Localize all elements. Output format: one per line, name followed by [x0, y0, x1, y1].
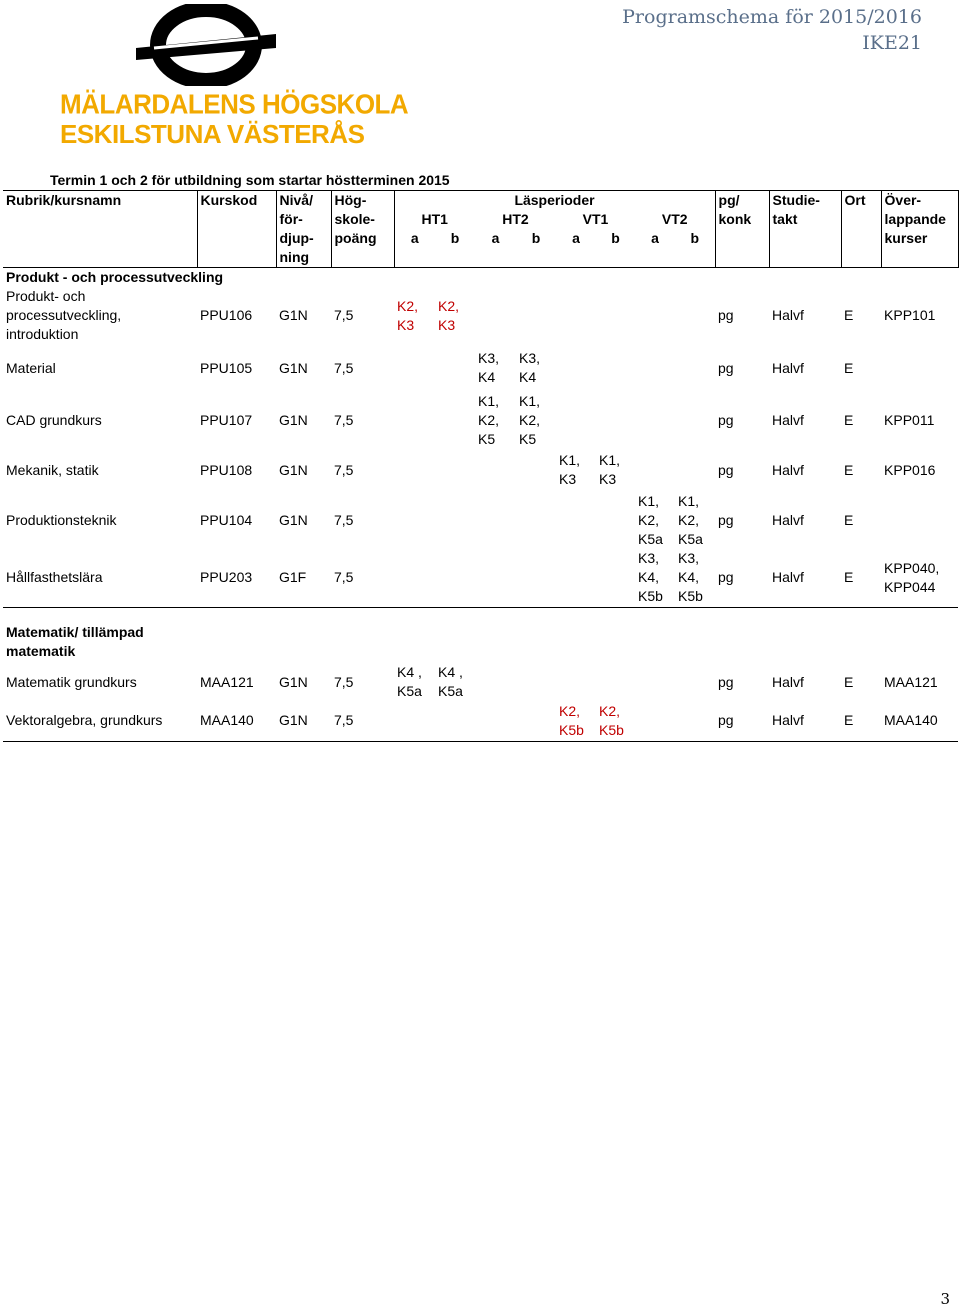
section-title-text: Matematik/ tillämpad matematik	[6, 624, 144, 659]
course-code: PPU108	[200, 461, 253, 478]
course-pg: pg	[718, 359, 734, 376]
course-code: PPU203	[197, 549, 276, 607]
course-name: Produktionsteknik	[6, 511, 117, 528]
course-credits: 7,5	[334, 511, 354, 528]
period-cell	[556, 344, 596, 392]
course-pace: Halvf	[769, 549, 841, 607]
period-cell	[596, 287, 635, 344]
period-cell	[675, 344, 715, 392]
col-pace-line-1: Studie-	[772, 192, 820, 208]
course-overlap	[881, 344, 958, 392]
col-overlap-line-1: Över-	[884, 192, 922, 208]
period-cell	[635, 344, 675, 392]
col-pg-line-2: konk	[718, 211, 752, 227]
period-cell	[516, 663, 556, 701]
header-row	[3, 191, 958, 211]
section-row	[3, 607, 958, 663]
period-cell	[596, 491, 635, 549]
period-cell	[435, 701, 475, 741]
course-name: Material	[6, 359, 56, 376]
period-cell	[675, 392, 715, 449]
course-pace: Halvf	[772, 412, 804, 428]
period-cell	[635, 287, 675, 344]
table-caption: Termin 1 och 2 för utbildning som startar höstterminen 2015	[50, 172, 450, 188]
course-pg: pg	[715, 549, 769, 607]
col-periods-header: Läsperioder	[394, 191, 715, 211]
period-cell: K4 , K5a	[397, 664, 422, 699]
col-pace-line-2: takt	[772, 211, 798, 227]
col-pace-header	[769, 191, 841, 268]
course-level: G1N	[279, 307, 308, 323]
table-row	[3, 344, 958, 392]
period-cell	[675, 701, 715, 741]
period-cell	[394, 449, 435, 491]
logo-line-2: ESKILSTUNA VÄSTERÅS	[60, 119, 365, 149]
period-cell	[596, 392, 635, 449]
sub-ht1-a: a	[394, 229, 435, 268]
period-cell: K2, K5b	[556, 701, 596, 741]
period-cell	[435, 549, 475, 607]
course-place: E	[844, 412, 854, 428]
course-level: G1N	[279, 673, 308, 690]
course-credits: 7,5	[331, 701, 394, 741]
course-place: E	[844, 461, 854, 478]
university-logo	[60, 4, 409, 154]
course-level: G1F	[276, 549, 331, 607]
period-cell	[475, 549, 516, 607]
period-cell	[675, 663, 715, 701]
period-cell	[516, 549, 556, 607]
section-title: Produkt - och processutveckling	[3, 268, 958, 288]
period-cell	[475, 287, 516, 344]
col-name-header: Rubrik/kursnamn	[3, 191, 197, 268]
period-cell	[635, 392, 675, 449]
course-credits: 7,5	[334, 673, 354, 690]
course-place: E	[844, 511, 854, 528]
course-place: E	[844, 359, 854, 376]
course-overlap: KPP040, KPP044	[881, 549, 958, 607]
col-credits-line-1: Hög-	[334, 192, 367, 208]
course-level: G1N	[279, 359, 308, 376]
period-cell: K3, K4	[519, 350, 541, 385]
period-cell: K1, K2, K5a	[638, 492, 663, 547]
course-pace: Halvf	[772, 359, 804, 376]
period-cell	[394, 701, 435, 741]
period-cell	[394, 344, 435, 392]
course-pace: Halvf	[769, 701, 841, 741]
course-name: Produkt- och processutveckling, introduktion	[6, 288, 122, 342]
col-overlap-line-2: lappande	[884, 211, 946, 227]
course-pg: pg	[718, 412, 734, 428]
logo-line-1: MÄLARDALENS HÖGSKOLA	[60, 88, 409, 120]
course-code: PPU105	[200, 359, 253, 376]
course-level: G1N	[279, 511, 308, 528]
document-header	[622, 4, 922, 56]
course-pace: Halvf	[772, 461, 804, 478]
course-credits: 7,5	[334, 307, 354, 323]
period-cell: K4 , K5a	[438, 664, 463, 699]
period-cell	[596, 663, 635, 701]
sub-ht2-a: a	[491, 230, 500, 246]
page-number: 3	[940, 1290, 950, 1308]
course-code: MAA121	[200, 673, 254, 690]
period-cell: K1, K2, K5	[478, 393, 500, 447]
col-level-line-1: Nivå/	[279, 192, 313, 208]
course-level: G1N	[279, 412, 308, 428]
col-credits-line-3: poäng	[334, 230, 377, 246]
term-ht2: HT2	[502, 211, 529, 227]
course-pace: Halvf	[772, 511, 804, 528]
period-cell	[394, 549, 435, 607]
course-pg: pg	[718, 307, 734, 323]
period-cell	[675, 449, 715, 491]
col-level-line-4: ning	[279, 249, 310, 265]
period-cell: K1, K3	[599, 452, 621, 487]
course-place: E	[841, 549, 881, 607]
period-cell: K3, K4, K5b	[635, 549, 675, 607]
course-place: E	[844, 673, 854, 690]
period-cell: K1, K2, K5a	[678, 492, 703, 547]
period-cell	[435, 344, 475, 392]
course-overlap: MAA140	[881, 701, 958, 741]
period-cell	[516, 449, 556, 491]
table-row	[3, 449, 958, 491]
table-row	[3, 701, 958, 741]
table-row	[3, 549, 958, 607]
course-pace: Halvf	[772, 307, 804, 323]
period-cell	[516, 491, 556, 549]
table-row	[3, 392, 958, 449]
col-overlap-line-3: kurser	[884, 230, 928, 246]
table-row	[3, 287, 958, 344]
course-pg: pg	[718, 511, 734, 528]
col-level-line-3: djup-	[279, 230, 314, 246]
sub-vt1-a: a	[572, 230, 580, 246]
program-code: IKE21	[862, 32, 922, 54]
period-cell	[435, 449, 475, 491]
sub-vt2-b: b	[690, 230, 700, 246]
period-cell	[435, 392, 475, 449]
course-code: PPU106	[200, 307, 253, 323]
period-cell	[394, 491, 435, 549]
period-cell	[675, 287, 715, 344]
period-cell	[635, 449, 675, 491]
period-cell: K3, K4, K5b	[675, 549, 715, 607]
section-title	[3, 607, 958, 663]
course-level: G1N	[279, 461, 308, 478]
course-pace: Halvf	[772, 673, 804, 690]
period-cell: K2, K5b	[596, 701, 635, 741]
period-cell	[596, 344, 635, 392]
course-name: Vektoralgebra, grundkurs	[3, 701, 197, 741]
period-cell	[435, 491, 475, 549]
section-row	[3, 268, 958, 288]
course-overlap: KPP011	[884, 412, 935, 428]
period-cell	[475, 701, 516, 741]
period-cell	[635, 701, 675, 741]
course-code: MAA140	[197, 701, 276, 741]
col-credits-header	[331, 191, 394, 268]
course-credits: 7,5	[334, 412, 354, 428]
schedule-table	[3, 190, 959, 742]
course-pg: pg	[718, 673, 734, 690]
col-pg-line-1: pg/	[718, 192, 740, 208]
course-code: PPU104	[200, 511, 253, 528]
col-place-header: Ort	[841, 191, 881, 268]
period-cell	[635, 663, 675, 701]
table-row	[3, 663, 958, 701]
mdh-logo-emblem-icon	[136, 4, 276, 86]
period-cell	[556, 663, 596, 701]
period-cell: K2, K3	[397, 297, 419, 333]
course-pg: pg	[718, 461, 734, 478]
period-cell	[475, 491, 516, 549]
course-overlap: MAA121	[884, 673, 938, 690]
col-credits-line-2: skole-	[334, 211, 375, 227]
period-cell	[475, 449, 516, 491]
period-cell: K1, K3	[559, 452, 581, 487]
period-cell	[556, 549, 596, 607]
course-credits: 7,5	[334, 461, 354, 478]
course-overlap: KPP016	[884, 461, 936, 478]
period-cell	[556, 491, 596, 549]
course-name: CAD grundkurs	[6, 412, 102, 428]
period-cell	[394, 392, 435, 449]
period-cell: K2, K3	[438, 297, 460, 333]
period-cell	[516, 287, 556, 344]
period-cell	[475, 663, 516, 701]
course-credits: 7,5	[334, 359, 354, 376]
period-cell	[516, 701, 556, 741]
course-code: PPU107	[200, 412, 253, 428]
sub-ht1-b: b	[450, 230, 460, 246]
period-cell	[596, 549, 635, 607]
course-overlap	[881, 491, 958, 549]
term-ht1: HT1	[394, 210, 475, 229]
col-code-header: Kurskod	[197, 191, 276, 268]
document-title: Programschema för 2015/2016	[622, 6, 922, 28]
sub-ht2-b: b	[531, 230, 541, 246]
course-place: E	[844, 307, 854, 323]
sub-vt2-a: a	[651, 230, 659, 246]
period-cell: K3, K4	[478, 350, 500, 385]
col-level-line-2: för-	[279, 211, 303, 227]
col-overlap-header	[881, 191, 958, 268]
col-pg-header	[715, 191, 769, 268]
period-cell	[556, 287, 596, 344]
course-level: G1N	[276, 701, 331, 741]
course-credits: 7,5	[331, 549, 394, 607]
sub-vt1-b: b	[611, 230, 620, 246]
period-cell: K1, K2, K5	[519, 393, 541, 447]
course-place: E	[841, 701, 881, 741]
term-vt2: VT2	[661, 211, 688, 227]
course-name: Hållfasthetslära	[3, 549, 197, 607]
period-cell	[556, 392, 596, 449]
col-level-header	[276, 191, 331, 268]
table-row	[3, 491, 958, 549]
course-name: Matematik grundkurs	[6, 673, 137, 690]
course-overlap: KPP101	[884, 307, 936, 323]
term-vt1: VT1	[582, 211, 609, 227]
course-name: Mekanik, statik	[6, 461, 99, 478]
course-pg: pg	[715, 701, 769, 741]
